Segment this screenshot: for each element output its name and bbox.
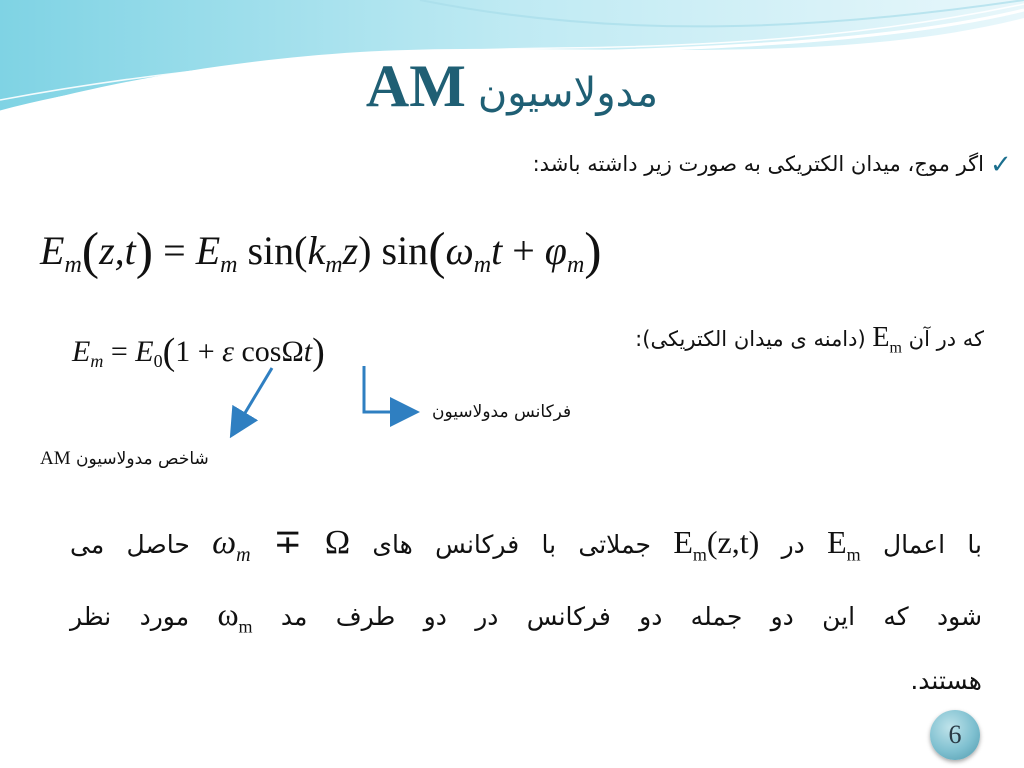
p1-Ezt-args: (z,t): [706, 524, 760, 560]
p2-text-a: شود که این دو جمله دو فرکانس در دو طرف مد: [280, 602, 983, 631]
paragraph-line-1: [70, 522, 982, 567]
slide-title: [0, 52, 1024, 121]
p1-Omega: Ω: [324, 524, 351, 561]
eq1-phi: φ: [544, 228, 567, 273]
mod-index-label: [40, 448, 209, 470]
p2-text-b: مورد نظر: [70, 602, 190, 631]
eq1-k: k: [307, 228, 326, 273]
p1-text-c: جملاتی با فرکانس های: [372, 530, 651, 559]
eq2-one: 1: [175, 335, 191, 368]
eq2-eps: ε: [222, 335, 234, 368]
amplitude-note-E-sub: m: [889, 339, 902, 357]
eq2-t: t: [303, 335, 313, 368]
eq1-E: E: [40, 228, 65, 273]
p1-Ezt-sub: m: [692, 544, 707, 565]
p1-E-sub: m: [846, 544, 861, 565]
amplitude-note-E: E: [872, 322, 890, 353]
paragraph-line-2: [70, 596, 982, 637]
p1-E: E: [827, 524, 847, 560]
mod-freq-arrow: [364, 366, 408, 412]
eq1-equals: =: [163, 228, 186, 273]
eq1-amp-sub: m: [220, 252, 238, 278]
p1-text-d: حاصل می: [70, 530, 190, 559]
equation-field: $E_m(z,t) = E_m$ $\sin(k_mz) \sin(\omega_mt + \varphi_m)$: [40, 223, 602, 280]
p2-omega-sub: m: [238, 616, 253, 637]
paragraph-line-3: هستند.: [910, 666, 982, 695]
eq1-sin1: sin: [247, 228, 295, 273]
eq2-cos: cos: [241, 335, 282, 368]
eq2-plus: +: [197, 335, 215, 368]
eq1-t: t: [491, 228, 503, 273]
mod-frequency-label: فرکانس مدولاسیون: [432, 402, 572, 422]
eq1-args: z,t: [99, 228, 136, 273]
eq2-Omega: Ω: [281, 335, 304, 368]
p1-Ezt: E: [673, 524, 693, 560]
amplitude-note-prefix: که در آن: [908, 327, 984, 351]
eq2-equals: =: [110, 335, 128, 368]
eq1-amp-E: E: [195, 228, 221, 273]
eq2-E-sub: m: [90, 351, 104, 371]
amplitude-note-suffix: (دامنه ی میدان الکتریکی):: [635, 327, 866, 351]
amplitude-equation: $E_m = E_0(1 + \varepsilon$ cosΩt): [72, 331, 325, 373]
mod-index-label-latin: AM: [40, 448, 71, 469]
amplitude-note: [635, 322, 984, 358]
title-persian: مدولاسیون: [477, 70, 659, 116]
checkmark-bullet-icon: ✓: [990, 150, 1012, 180]
p1-omega-sub: m: [236, 543, 251, 566]
eq1-z: z: [342, 228, 359, 273]
eq1-sin2: sin: [381, 228, 429, 273]
eq1-omega: ω: [445, 228, 474, 273]
intro-bullet-text: اگر موج، میدان الکتریکی به صورت زیر داشته باشد:: [532, 152, 984, 176]
mod-index-label-fa: شاخص مدولاسیون: [76, 449, 209, 469]
p1-text-a: با اعمال: [883, 530, 982, 559]
eq2-E0-sub: 0: [153, 351, 163, 371]
title-latin: AM: [365, 53, 466, 119]
eq1-E-sub: m: [64, 252, 82, 278]
eq2-E: E: [72, 335, 91, 368]
p1-mp: ∓: [273, 524, 302, 561]
page-number-badge: 6: [930, 710, 980, 760]
eq1-plus: +: [512, 228, 535, 273]
eq1-omega-sub: m: [473, 252, 492, 278]
eq1-k-sub: m: [325, 252, 343, 278]
eq1-phi-sub: m: [566, 252, 585, 278]
mod-index-arrow: [236, 368, 272, 428]
eq2-E0: E: [135, 335, 154, 368]
p1-text-b: در: [781, 530, 805, 559]
p1-omega: ω: [212, 524, 237, 561]
p2-omega: ω: [217, 596, 239, 632]
